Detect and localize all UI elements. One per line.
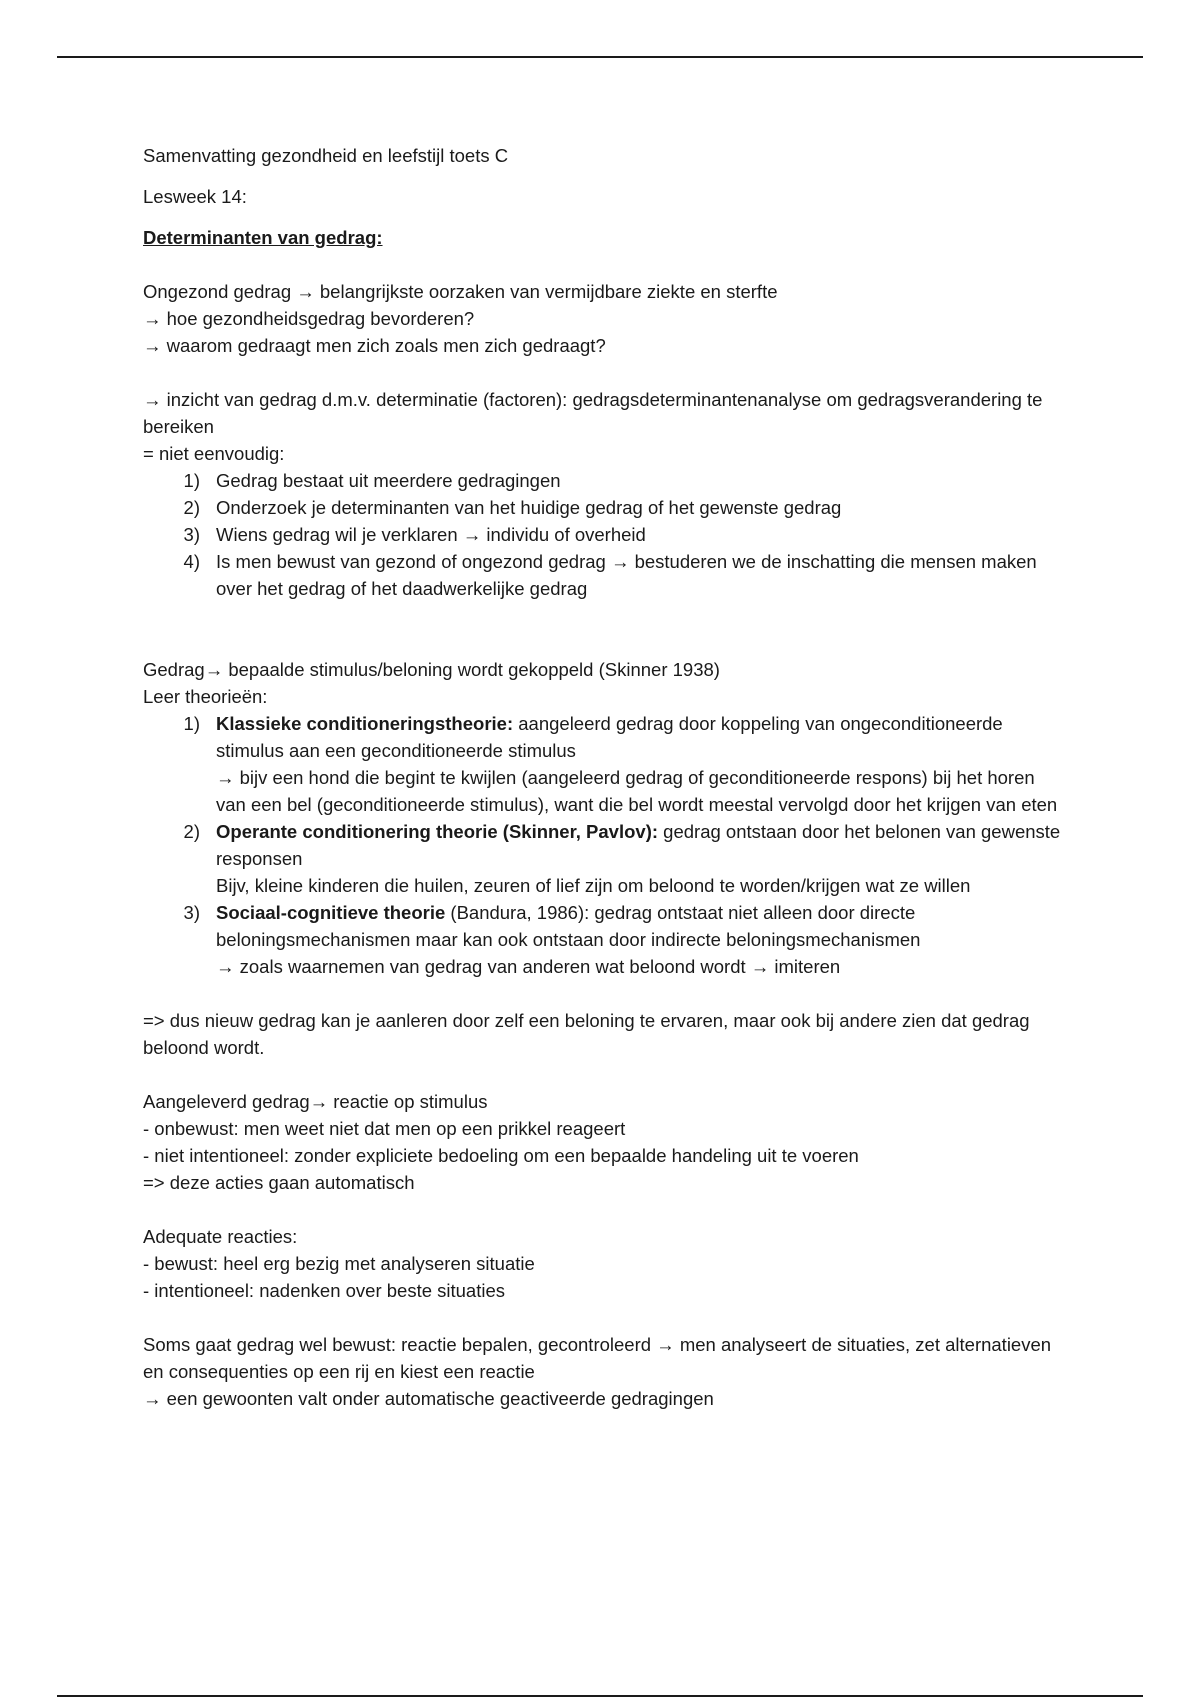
theory-description: (Bandura, 1986): gedrag ontstaat niet alleen door directe beloningsmechanismen maar kan ook ontstaan door indirecte beloningsmechanismen: [216, 902, 921, 950]
list-item: [143, 467, 1063, 494]
adequate-line: Adequate reacties:: [143, 1226, 298, 1247]
theories-list: [143, 710, 1063, 980]
theories-block: [143, 656, 1063, 980]
theories-label: Leer theorieën:: [143, 686, 268, 707]
theory-example: → zoals waarnemen van gedrag van anderen wat beloond wordt → imiteren: [216, 956, 841, 977]
list-number: 4): [183, 551, 200, 572]
habit-text: → een gewoonten valt onder automatische geactiveerde gedragingen: [143, 1388, 714, 1409]
intro-line: → hoe gezondheidsgedrag bevorderen?: [143, 308, 475, 329]
theory-example: → bijv een hond die begint te kwijlen (aangeleerd gedrag of geconditioneerde respons) bij het horen van een bel (geconditioneerde stimulus), want die bel wordt meestal vervolgd door het krijgen van eten: [216, 767, 1058, 815]
theory-item: [143, 710, 1063, 818]
header-rule: [57, 56, 1143, 58]
insight-text: → inzicht van gedrag d.m.v. determinatie (factoren): gedragsdeterminantenanalyse om gedragsverandering te bereiken: [143, 389, 1043, 437]
learned-block: [143, 1088, 1063, 1196]
list-item: [143, 494, 1063, 521]
list-text: Gedrag bestaat uit meerdere gedragingen: [216, 470, 561, 491]
theory-title: Operante conditionering theorie (Skinner, Pavlov):: [216, 821, 659, 842]
theory-title: Sociaal-cognitieve theorie: [216, 902, 446, 923]
theory-item: [143, 899, 1063, 980]
learned-line: => deze acties gaan automatisch: [143, 1172, 415, 1193]
theory-title: Klassieke conditioneringstheorie:: [216, 713, 514, 734]
learned-line: Aangeleverd gedrag→ reactie op stimulus: [143, 1091, 488, 1112]
behavior-line: Gedrag→ bepaalde stimulus/beloning wordt gekoppeld (Skinner 1938): [143, 659, 720, 680]
section-heading: Determinanten van gedrag:: [143, 227, 383, 248]
intro-line: Ongezond gedrag → belangrijkste oorzaken van vermijdbare ziekte en sterfte: [143, 281, 778, 302]
conclusion-text: => dus nieuw gedrag kan je aanleren door zelf een beloning te ervaren, maar ook bij andere zien dat gedrag beloond wordt.: [143, 1010, 1030, 1058]
adequate-line: - bewust: heel erg bezig met analyseren situatie: [143, 1253, 535, 1274]
not-simple-label: = niet eenvoudig:: [143, 443, 285, 464]
list-text: Wiens gedrag wil je verklaren → individu of overheid: [216, 524, 646, 545]
week-label: Lesweek 14:: [143, 186, 247, 207]
document-title: Samenvatting gezondheid en leefstijl toets C: [143, 145, 509, 166]
conscious-block: [143, 1331, 1063, 1412]
list-number: 3): [183, 524, 200, 545]
footer-rule: [57, 1695, 1143, 1697]
list-number: 1): [183, 713, 200, 734]
learned-line: - onbewust: men weet niet dat men op een prikkel reageert: [143, 1118, 626, 1139]
complexity-list: [143, 467, 1063, 602]
intro-line: → waarom gedraagt men zich zoals men zich gedraagt?: [143, 335, 606, 356]
insight-block: [143, 386, 1063, 602]
document-page: [143, 142, 1063, 1412]
theory-item: [143, 818, 1063, 899]
list-text: Is men bewust van gezond of ongezond gedrag → bestuderen we de inschatting die mensen maken over het gedrag of het daadwerkelijke gedrag: [216, 551, 1037, 599]
list-number: 3): [183, 902, 200, 923]
list-text: Onderzoek je determinanten van het huidige gedrag of het gewenste gedrag: [216, 497, 842, 518]
learned-line: - niet intentioneel: zonder expliciete bedoeling om een bepaalde handeling uit te voeren: [143, 1145, 859, 1166]
theory-description: aangeleerd gedrag door koppeling van ongeconditioneerde stimulus aan een geconditioneerde stimulus: [216, 713, 1003, 761]
list-item: [143, 548, 1063, 602]
theory-description: gedrag ontstaan door het belonen van gewenste responsen: [216, 821, 1061, 869]
list-number: 2): [183, 497, 200, 518]
list-item: [143, 521, 1063, 548]
conscious-text: Soms gaat gedrag wel bewust: reactie bepalen, gecontroleerd → men analyseert de situaties, zet alternatieven en consequenties op een rij en kiest een reactie: [143, 1334, 1052, 1382]
list-number: 2): [183, 821, 200, 842]
intro-block: [143, 278, 1063, 359]
adequate-block: [143, 1223, 1063, 1304]
adequate-line: - intentioneel: nadenken over beste situaties: [143, 1280, 506, 1301]
list-number: 1): [183, 470, 200, 491]
theory-example: Bijv, kleine kinderen die huilen, zeuren of lief zijn om beloond te worden/krijgen wat ze willen: [216, 875, 971, 896]
